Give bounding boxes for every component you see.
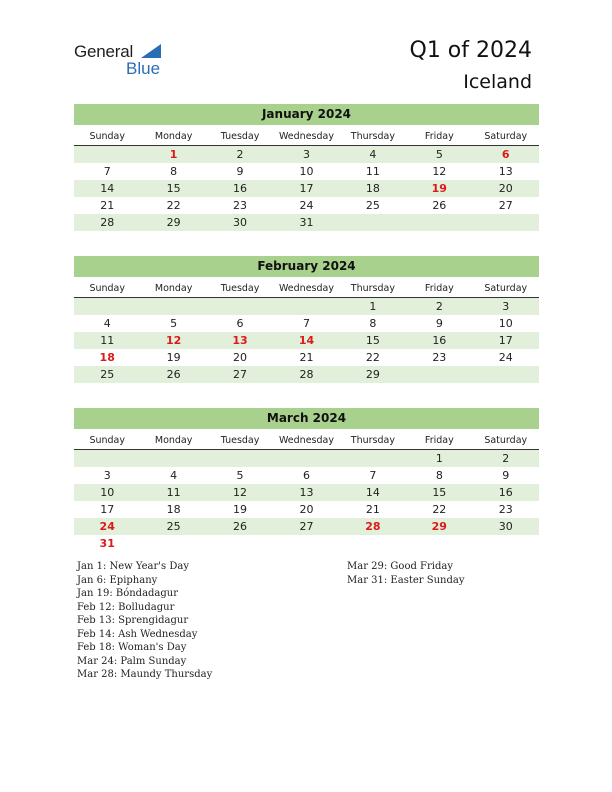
day-cell: 25 [365, 199, 380, 212]
holiday-day-cell: 14 [298, 334, 315, 347]
weekday-label: Tuesday [220, 435, 260, 446]
day-cell: 26 [432, 199, 447, 212]
day-cell: 13 [299, 486, 314, 499]
day-cell: 18 [166, 503, 181, 516]
day-cell: 22 [365, 351, 380, 364]
weekday-label: Thursday [350, 283, 395, 294]
weekday-label: Friday [424, 283, 454, 294]
day-cell: 9 [435, 317, 443, 330]
day-cell: 14 [365, 486, 380, 499]
day-cell [473, 214, 539, 231]
day-cell [340, 535, 406, 552]
holiday-day-cell: 12 [165, 334, 182, 347]
week-row [74, 146, 539, 163]
day-cell: 26 [233, 520, 248, 533]
day-cell: 7 [302, 317, 310, 330]
holiday-note: Jan 6: Epiphany [77, 574, 158, 586]
day-cell: 9 [236, 165, 244, 178]
day-cell: 20 [299, 503, 314, 516]
day-cell: 4 [369, 148, 377, 161]
day-cell: 23 [233, 199, 248, 212]
day-cell: 26 [166, 368, 181, 381]
day-cell: 24 [498, 351, 513, 364]
weekday-label: Saturday [484, 435, 528, 446]
day-cell: 30 [498, 520, 513, 533]
day-cell: 9 [502, 469, 510, 482]
day-cell: 2 [236, 148, 244, 161]
day-cell: 17 [498, 334, 513, 347]
day-cell [473, 535, 539, 552]
day-cell: 6 [236, 317, 244, 330]
holiday-day-cell: 19 [431, 182, 447, 195]
weekday-label: Friday [424, 435, 454, 446]
holiday-note: Jan 19: Bóndadagur [77, 588, 179, 599]
day-cell: 10 [299, 165, 314, 178]
day-cell: 1 [369, 300, 377, 313]
holiday-note: Jan 1: New Year's Day [77, 561, 189, 572]
holiday-note: Mar 29: Good Friday [347, 561, 453, 572]
day-cell: 22 [432, 503, 447, 516]
day-cell: 25 [100, 368, 115, 381]
weekday-label: Friday [424, 131, 454, 142]
day-cell: 16 [498, 486, 513, 499]
day-cell: 17 [100, 503, 115, 516]
holiday-note: Feb 18: Woman's Day [77, 642, 187, 653]
weekday-label: Thursday [350, 435, 395, 446]
holiday-day-cell: 1 [169, 148, 178, 161]
week-row [74, 197, 539, 214]
weekday-label: Monday [154, 283, 193, 294]
week-row [74, 366, 539, 383]
day-cell: 11 [100, 334, 115, 347]
day-cell: 12 [432, 165, 447, 178]
day-cell: 12 [233, 486, 248, 499]
day-cell: 2 [502, 452, 510, 465]
week-row [74, 535, 539, 552]
day-cell [207, 298, 273, 315]
day-cell: 1 [435, 452, 443, 465]
holiday-notes-left [77, 560, 212, 682]
day-cell: 15 [432, 486, 447, 499]
day-cell [406, 366, 472, 383]
day-cell: 8 [435, 469, 443, 482]
weekday-header-row [74, 280, 539, 298]
day-cell: 15 [166, 182, 181, 195]
day-cell: 19 [233, 503, 248, 516]
week-row [74, 315, 539, 332]
day-cell [406, 214, 472, 231]
weekday-label: Wednesday [278, 283, 334, 294]
day-cell [273, 450, 339, 467]
month-title: February 2024 [74, 256, 539, 277]
holiday-note: Mar 28: Maundy Thursday [77, 669, 213, 680]
day-cell: 4 [170, 469, 178, 482]
day-cell: 11 [365, 165, 380, 178]
holiday-note: Mar 24: Palm Sunday [77, 655, 187, 667]
day-cell: 20 [233, 351, 248, 364]
day-cell: 30 [233, 216, 248, 229]
day-cell: 28 [100, 216, 115, 229]
weekday-label: Saturday [484, 283, 528, 294]
weekday-label: Wednesday [278, 435, 334, 446]
holiday-day-cell: 13 [232, 334, 248, 347]
day-cell: 10 [498, 317, 513, 330]
day-cell: 7 [103, 165, 111, 178]
day-cell [140, 450, 206, 467]
page-title: Q1 of 2024 [409, 38, 532, 63]
day-cell [473, 366, 539, 383]
holiday-note: Feb 13: Sprengidagur [77, 615, 189, 626]
day-cell: 22 [166, 199, 181, 212]
day-cell [273, 298, 339, 315]
day-cell: 4 [103, 317, 111, 330]
month-title: March 2024 [74, 408, 539, 429]
week-row [74, 450, 539, 467]
week-row [74, 349, 539, 366]
day-cell [273, 535, 339, 552]
day-cell: 20 [498, 182, 513, 195]
weekday-label: Tuesday [220, 131, 260, 142]
day-cell [340, 450, 406, 467]
day-cell [74, 450, 140, 467]
week-row [74, 214, 539, 231]
day-cell: 18 [365, 182, 380, 195]
day-cell: 11 [166, 486, 181, 499]
day-cell: 5 [435, 148, 443, 161]
week-row [74, 518, 539, 535]
day-cell: 8 [369, 317, 377, 330]
day-cell: 29 [365, 368, 380, 381]
week-row [74, 180, 539, 197]
day-cell: 3 [302, 148, 310, 161]
holiday-notes-right [347, 560, 464, 587]
day-cell: 23 [432, 351, 447, 364]
weekday-label: Wednesday [278, 131, 334, 142]
month-january [74, 104, 539, 231]
day-cell: 15 [365, 334, 380, 347]
day-cell [140, 535, 206, 552]
day-cell [140, 298, 206, 315]
holiday-note: Feb 14: Ash Wednesday [77, 628, 198, 640]
day-cell [207, 450, 273, 467]
day-cell: 28 [299, 368, 314, 381]
day-cell: 21 [365, 503, 380, 516]
holiday-day-cell: 31 [99, 537, 115, 550]
day-cell: 10 [100, 486, 115, 499]
day-cell: 21 [299, 351, 314, 364]
day-cell: 16 [432, 334, 447, 347]
day-cell: 7 [369, 469, 377, 482]
weekday-label: Monday [154, 131, 193, 142]
weekday-header-row [74, 128, 539, 146]
day-cell: 13 [498, 165, 513, 178]
logo-triangle-icon [141, 44, 161, 58]
day-cell: 21 [100, 199, 115, 212]
month-march [74, 408, 539, 552]
week-row [74, 298, 539, 315]
country-name: Iceland [463, 71, 532, 93]
day-cell: 27 [299, 520, 314, 533]
weekday-label: Sunday [89, 283, 125, 294]
day-cell [207, 535, 273, 552]
day-cell: 2 [435, 300, 443, 313]
day-cell: 17 [299, 182, 314, 195]
holiday-day-cell: 28 [365, 520, 381, 533]
holiday-note: Mar 31: Easter Sunday [347, 574, 465, 586]
month-title: January 2024 [74, 104, 539, 125]
day-cell: 8 [170, 165, 178, 178]
logo-blue-text: Blue [126, 59, 161, 78]
month-february [74, 256, 539, 383]
day-cell: 24 [299, 199, 314, 212]
weekday-label: Thursday [350, 131, 395, 142]
day-cell: 16 [233, 182, 248, 195]
day-cell: 5 [236, 469, 244, 482]
day-cell: 5 [170, 317, 178, 330]
day-cell: 3 [502, 300, 510, 313]
holiday-day-cell: 29 [431, 520, 447, 533]
day-cell: 19 [166, 351, 181, 364]
weekday-label: Monday [154, 435, 193, 446]
day-cell: 29 [166, 216, 181, 229]
week-row [74, 332, 539, 349]
week-row [74, 467, 539, 484]
weekday-label: Saturday [484, 131, 528, 142]
logo-general-text: General [74, 42, 134, 61]
weekday-label: Tuesday [220, 283, 260, 294]
day-cell [406, 535, 472, 552]
week-row [74, 484, 539, 501]
holiday-day-cell: 6 [501, 148, 510, 161]
week-row [74, 163, 539, 180]
day-cell: 14 [100, 182, 115, 195]
day-cell: 31 [299, 216, 314, 229]
holiday-day-cell: 24 [99, 520, 115, 533]
day-cell: 3 [103, 469, 111, 482]
day-cell: 6 [302, 469, 310, 482]
generalblue-logo [74, 40, 174, 80]
day-cell: 27 [233, 368, 248, 381]
weekday-label: Sunday [89, 435, 125, 446]
day-cell: 25 [166, 520, 181, 533]
day-cell: 23 [498, 503, 513, 516]
day-cell [74, 298, 140, 315]
day-cell [74, 146, 140, 163]
day-cell: 27 [498, 199, 513, 212]
week-row [74, 501, 539, 518]
holiday-day-cell: 18 [99, 351, 115, 364]
holiday-note: Feb 12: Bolludagur [77, 601, 175, 613]
day-cell [340, 214, 406, 231]
weekday-label: Sunday [89, 131, 125, 142]
weekday-header-row [74, 432, 539, 450]
